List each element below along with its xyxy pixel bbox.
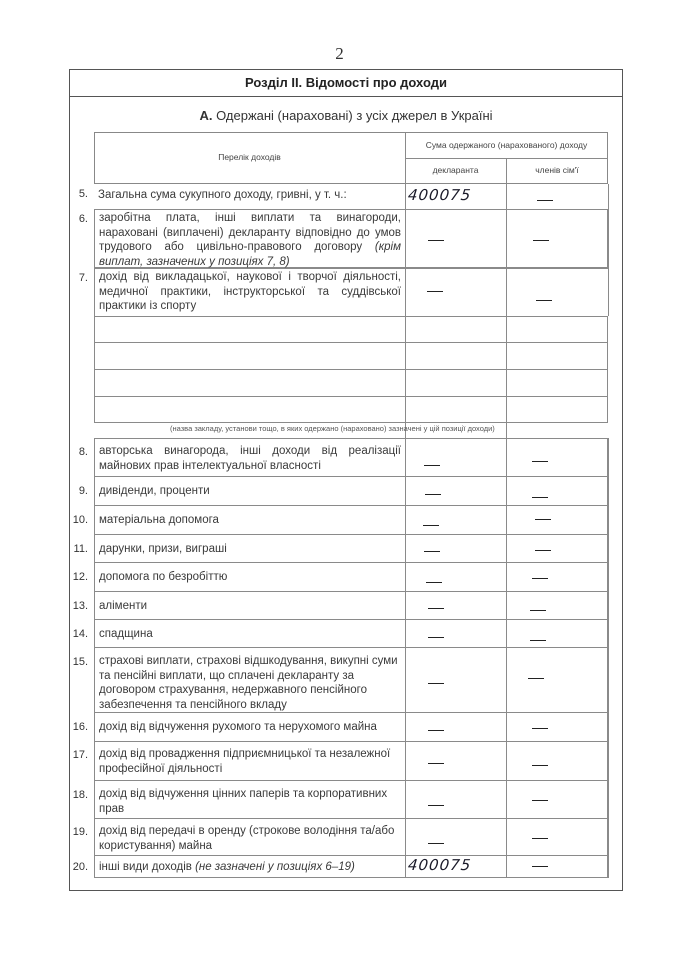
institution-line[interactable]: [94, 342, 608, 343]
row-number: 5.: [78, 188, 88, 200]
institution-line[interactable]: [94, 369, 608, 370]
declarant-value-dash: [425, 494, 441, 495]
row-description: дохід від викладацької, наукової і творчої діяльності, медичної практики, інструкторської та суддівської практики із спорту: [99, 271, 401, 312]
page-number: 2: [335, 44, 344, 63]
row-description: дивіденди, проценти: [99, 485, 210, 497]
row-description: матеріальна допомога: [99, 514, 219, 526]
family-value-dash: [532, 497, 548, 498]
family-value-dash: [537, 200, 553, 201]
declarant-value-dash: [426, 582, 442, 583]
family-value-dash: [533, 240, 549, 241]
family-value-dash: [535, 519, 551, 520]
declarant-value-dash: [428, 730, 444, 731]
family-value-dash: [530, 640, 546, 641]
family-value-dash: [532, 838, 548, 839]
declarant-value: 400075: [407, 856, 473, 874]
row-number: 6.: [78, 213, 88, 225]
declarant-value-dash: [428, 240, 444, 241]
row-description: заробітна плата, інші виплати та винагороди, нараховані (виплачені) декларанту відповідно до умов трудового або цивільно-правового договору (крім виплат, зазначених у позиціях 7, 8): [99, 212, 401, 268]
row-number: 13.: [72, 600, 88, 612]
row-description: Загальна сума сукупного доходу, гривні, у т. ч.:: [98, 189, 347, 201]
family-value-dash: [528, 678, 544, 679]
sum-header: Сума одержаного (нарахованого) доходу: [425, 140, 588, 150]
declarant-value-dash: [428, 608, 444, 609]
row-description: інші види доходів (не зазначені у позиціях 6–19): [99, 861, 355, 873]
declarant-header: декларанта: [432, 165, 479, 175]
family-value-dash: [530, 610, 546, 611]
row-number: 20.: [72, 861, 88, 873]
declarant-value-dash: [424, 551, 440, 552]
family-value-dash: [532, 866, 548, 867]
family-value-dash: [536, 300, 552, 301]
institutions-caption: (назва закладу, установи тощо, в яких одержано (нараховано) зазначені у цій позиції доходи): [170, 424, 495, 433]
family-header: членів сім'ї: [535, 165, 579, 175]
row-description: дохід від відчуження рухомого та нерухомого майна: [99, 721, 377, 733]
row-number: 18.: [72, 789, 88, 801]
row-number: 17.: [72, 749, 88, 761]
row-number: 19.: [72, 826, 88, 838]
declarant-value-dash: [428, 843, 444, 844]
family-value-dash: [532, 800, 548, 801]
row-number: 16.: [72, 721, 88, 733]
row-description: страхові виплати, страхові відшкодування, викупні суми та пенсійні виплати, що сплачені декларанту за договором страхування, недержавного пенсійного забезпечення та пенсійного вкладу: [99, 655, 398, 711]
row-number: 15.: [72, 656, 88, 668]
row-number: 12.: [72, 571, 88, 583]
family-value-dash: [532, 578, 548, 579]
declarant-value-dash: [427, 291, 443, 292]
row-number: 9.: [78, 485, 88, 497]
subsection-letter: А.: [199, 108, 213, 123]
row-description: спадщина: [99, 628, 153, 640]
row-description: авторська винагорода, інші доходи від реалізації майнових прав інтелектуальної власності: [99, 445, 401, 472]
row-description: дарунки, призи, виграші: [99, 543, 227, 555]
row-number: 8.: [78, 446, 88, 458]
row-number: 10.: [72, 514, 88, 526]
list-header: Перелік доходів: [218, 152, 281, 162]
declarant-value-dash: [424, 465, 440, 466]
subsection-title: [70, 108, 622, 123]
row-description: дохід від передачі в оренду (строкове володіння та/або користування) майна: [99, 825, 395, 852]
family-value-dash: [532, 728, 548, 729]
family-value-dash: [535, 550, 551, 551]
declarant-value-dash: [428, 683, 444, 684]
row-number: 7.: [78, 272, 88, 284]
declarant-value-dash: [428, 805, 444, 806]
row-description: дохід від провадження підприємницької та незалежної професійної діяльності: [99, 748, 391, 775]
row-number: 14.: [72, 628, 88, 640]
institution-line[interactable]: [94, 396, 608, 397]
declarant-value-dash: [428, 637, 444, 638]
declarant-value-dash: [423, 525, 439, 526]
row-description: аліменти: [99, 600, 148, 612]
row-description: дохід від відчуження цінних паперів та корпоративних прав: [99, 788, 388, 815]
row-number: 11.: [73, 543, 88, 555]
row-description: допомога по безробіттю: [99, 571, 228, 583]
declarant-value-dash: [428, 763, 444, 764]
family-value-dash: [532, 765, 548, 766]
subsection-text: Одержані (нараховані) з усіх джерел в Україні: [212, 108, 493, 123]
declarant-value: 400075: [407, 186, 473, 204]
family-value-dash: [532, 461, 548, 462]
section-title: Розділ II. Відомості про доходи: [70, 70, 622, 97]
